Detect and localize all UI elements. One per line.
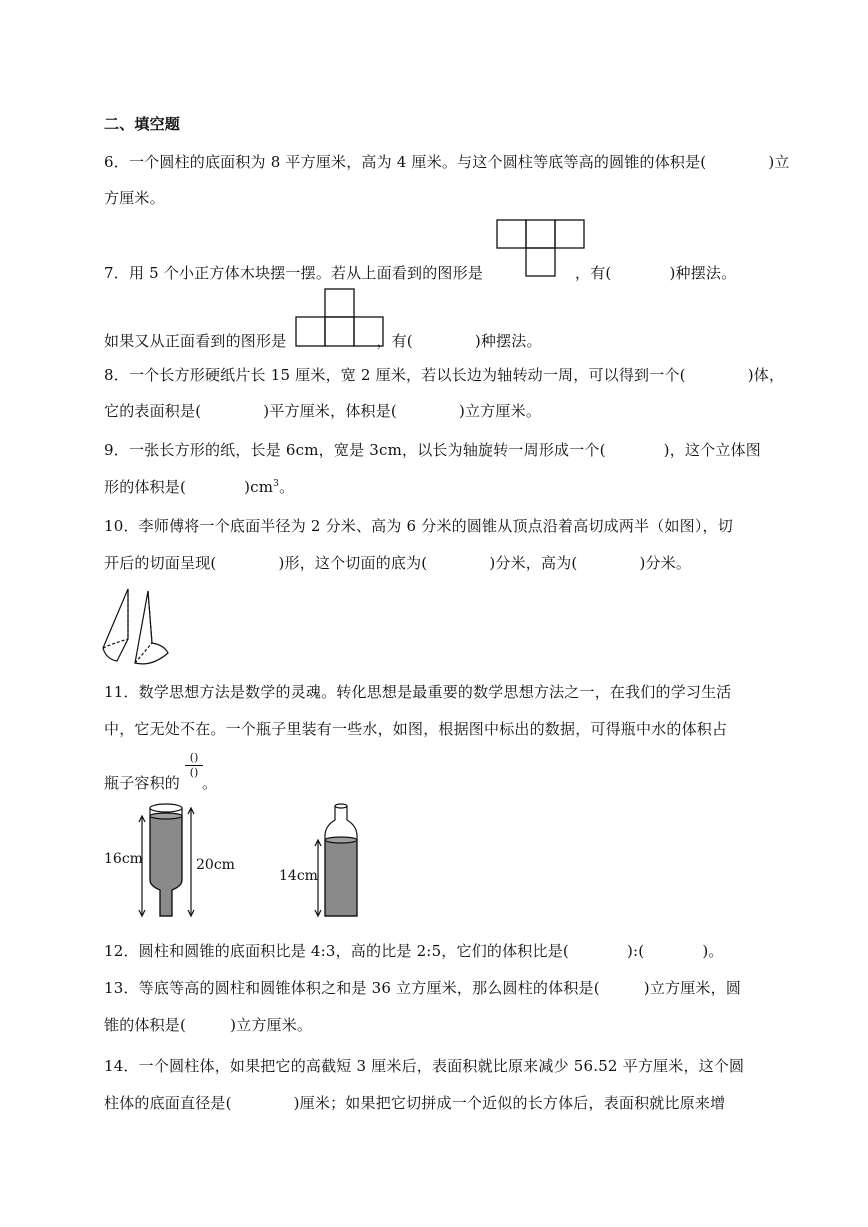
question-7-line-1 bbox=[104, 263, 736, 283]
question-12-line bbox=[104, 941, 724, 961]
label-14cm: 14cm bbox=[279, 868, 318, 884]
q10-text-c: )分米，高为( bbox=[489, 554, 578, 572]
upright-bottle-figure bbox=[310, 800, 370, 922]
split-cone-figure bbox=[100, 585, 176, 667]
question-6-line-2: 方厘米。 bbox=[104, 189, 165, 207]
question-6-line-1 bbox=[104, 152, 790, 172]
q9-text-e: 。 bbox=[279, 478, 295, 496]
q9-text-a: 9．一张长方形的纸，长是 6cm，宽是 3cm，以长为轴旋转一周形成一个( bbox=[104, 441, 606, 459]
q13-text-b: )立方厘米，圆 bbox=[643, 979, 742, 997]
question-10-line-2 bbox=[104, 553, 691, 573]
question-13-line-2 bbox=[104, 1015, 312, 1035]
q9-text-b: )，这个立体图 bbox=[663, 441, 761, 459]
section-title: 二、填空题 bbox=[104, 115, 181, 133]
question-13-line-1 bbox=[104, 978, 741, 998]
q8-text-b: )体， bbox=[747, 366, 785, 384]
question-14-line-2 bbox=[104, 1093, 725, 1113]
q10-text-b: )形，这个切面的底为( bbox=[278, 554, 428, 572]
q7-text-d: 如果又从正面看到的图形是 bbox=[104, 332, 287, 350]
question-9-line-2 bbox=[104, 477, 294, 497]
q8-text-e: )立方厘米。 bbox=[458, 402, 542, 420]
q13-text-c: 锥的体积是( bbox=[104, 1016, 187, 1034]
q7-text-c: )种摆法。 bbox=[669, 264, 737, 282]
q7-text-f: )种摆法。 bbox=[474, 332, 542, 350]
question-10-line-1: 10．李师傅将一个底面半径为 2 分米、高为 6 分米的圆锥从顶点沿着高切成两半（如图），切 bbox=[104, 517, 733, 535]
question-9-line-1 bbox=[104, 440, 761, 460]
fraction-blank[interactable] bbox=[183, 752, 205, 779]
question-8-line-2 bbox=[104, 401, 541, 421]
question-11-line-1: 11．数学思想方法是数学的灵魂。转化思想是最重要的数学思想方法之一，在我们的学习生活 bbox=[104, 683, 732, 701]
q13-text-a: 13．等底等高的圆柱和圆锥体积之和是 36 立方厘米，那么圆柱的体积是( bbox=[104, 979, 600, 997]
q12-text-a: 12．圆柱和圆锥的底面积比是 4:3，高的比是 2:5，它们的体积比是( bbox=[104, 942, 569, 960]
q6-text-a: 6．一个圆柱的底面积为 8 平方厘米，高为 4 厘米。与这个圆柱等底等高的圆锥的体积是( bbox=[104, 153, 707, 171]
q8-text-d: )平方厘米，体积是( bbox=[263, 402, 397, 420]
q9-superscript: 3 bbox=[273, 479, 280, 489]
q11-text-b: 。 bbox=[202, 774, 218, 792]
q12-text-b: ):( bbox=[626, 942, 645, 960]
top-view-figure bbox=[496, 219, 588, 279]
question-8-line-1 bbox=[104, 365, 784, 385]
front-view-figure bbox=[294, 287, 386, 349]
q10-text-d: )分米。 bbox=[639, 554, 692, 572]
fraction-numerator: () bbox=[189, 751, 199, 764]
q14-text-a: 柱体的底面直径是( bbox=[104, 1094, 232, 1112]
q8-text-c: 它的表面积是( bbox=[104, 402, 202, 420]
q14-text-b: )厘米；如果把它切拼成一个近似的长方体后，表面积就比原来增 bbox=[293, 1094, 726, 1112]
q6-text-b: )立 bbox=[768, 153, 790, 171]
label-20cm: 20cm bbox=[196, 857, 235, 873]
q7-text-a: 7．用 5 个小正方体木块摆一摆。若从上面看到的图形是 bbox=[104, 264, 484, 282]
q7-text-e: ，有( bbox=[376, 332, 413, 350]
question-11-line-2: 中，它无处不在。一个瓶子里装有一些水，如图，根据图中标出的数据，可得瓶中水的体积占 bbox=[104, 720, 728, 738]
q8-text-a: 8．一个长方形硬纸片长 15 厘米，宽 2 厘米，若以长边为轴转动一周，可以得到一个( bbox=[104, 366, 686, 384]
q12-text-c: )。 bbox=[702, 942, 724, 960]
question-14-line-1: 14．一个圆柱体，如果把它的高截短 3 厘米后，表面积就比原来减少 56.52 平方厘米，这个圆 bbox=[104, 1057, 745, 1075]
q9-text-c: 形的体积是( bbox=[104, 478, 187, 496]
q10-text-a: 开后的切面呈现( bbox=[104, 554, 217, 572]
q9-text-d: )cm bbox=[244, 478, 274, 496]
label-16cm: 16cm bbox=[104, 851, 143, 867]
fraction-denominator: () bbox=[189, 766, 199, 779]
q7-text-b: ，有( bbox=[575, 264, 612, 282]
q11-text-a: 瓶子容积的 bbox=[104, 774, 181, 792]
q13-text-d: )立方厘米。 bbox=[230, 1016, 313, 1034]
